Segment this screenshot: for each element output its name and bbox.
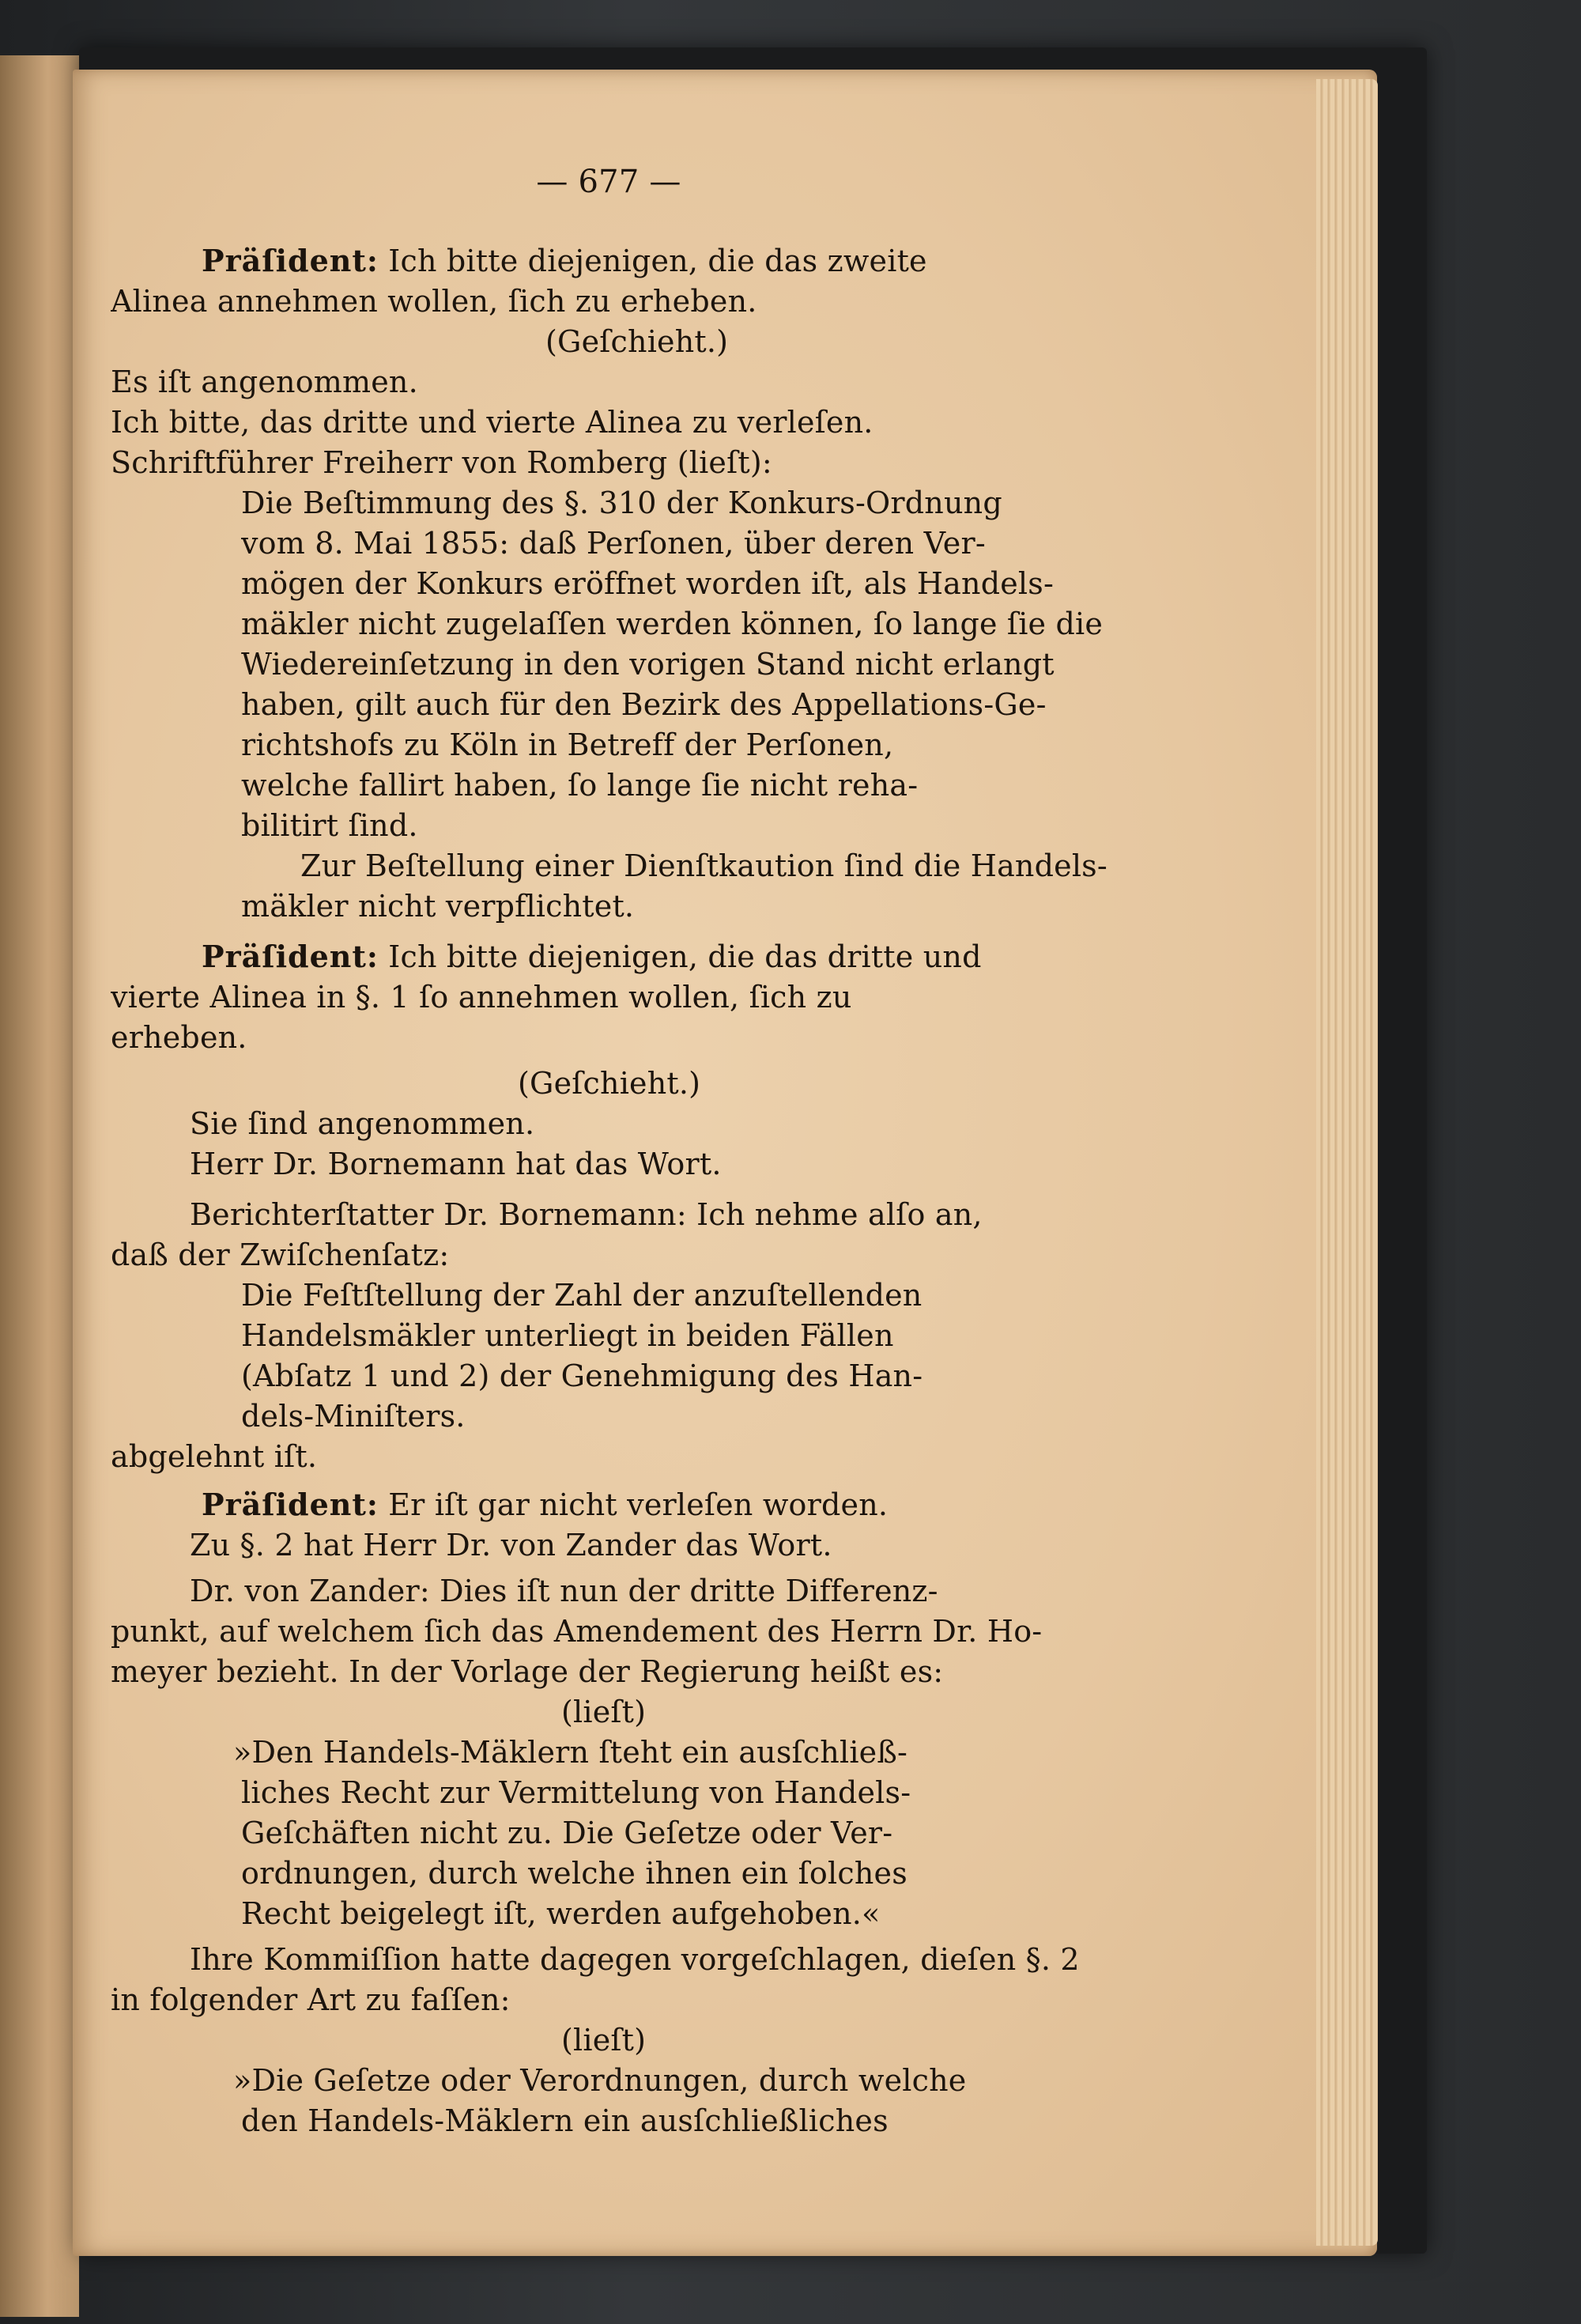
text-line: Die Beſtimmung des §. 310 der Konkurs-Ordnung — [241, 486, 1002, 520]
text-line: Ihre Kommiſſion hatte dagegen vorgeſchlagen, dieſen §. 2 — [190, 1942, 1080, 1977]
page-stack-edges — [1316, 79, 1378, 2246]
text-line: bilitirt ſind. — [241, 808, 418, 843]
text-line: vom 8. Mai 1855: daß Perſonen, über deren Ver- — [241, 526, 986, 561]
text-line: Die Feſtſtellung der Zahl der anzuſtellenden — [241, 1278, 923, 1313]
text-line: (Geſchieht.) — [518, 1066, 701, 1101]
text-line: in folgender Art zu faſſen: — [111, 1982, 511, 2017]
text-line: »Die Geſetze oder Verordnungen, durch welche — [233, 2063, 967, 2098]
text-line: Handelsmäkler unterliegt in beiden Fällen — [241, 1318, 894, 1353]
text-line: Alinea annehmen wollen, ſich zu erheben. — [111, 284, 757, 319]
page-number: — 677 — — [536, 164, 681, 200]
text-line: erheben. — [111, 1020, 247, 1055]
text-line: Geſchäften nicht zu. Die Geſetze oder Ver- — [241, 1816, 893, 1850]
text-line: richtshofs zu Köln in Betreff der Perſonen, — [241, 727, 894, 762]
text-line: vierte Alinea in §. 1 ſo annehmen wollen, ſich zu — [111, 980, 852, 1015]
text-line: punkt, auf welchem ſich das Amendement des Herrn Dr. Ho- — [111, 1614, 1043, 1649]
text-line: welche fallirt haben, ſo lange ſie nicht reha- — [241, 768, 919, 803]
text-line: Sie ſind angenommen. — [190, 1106, 535, 1141]
text-line: Recht beigelegt iſt, werden aufgehoben.« — [241, 1896, 881, 1931]
text-line: Zu §. 2 hat Herr Dr. von Zander das Wort. — [190, 1528, 832, 1563]
page-text — [111, 162, 1107, 2138]
text-line: abgelehnt iſt. — [111, 1439, 318, 1474]
text-line: daß der Zwiſchenſatz: — [111, 1238, 450, 1272]
text-line: (lieſt) — [561, 1695, 647, 1729]
text-line: Präſident: Ich bitte diejenigen, die das dritte und — [202, 939, 982, 974]
text-line: Schriftführer Freiherr von Romberg (lieſt): — [111, 445, 772, 480]
text-line: Wiedereinſetzung in den vorigen Stand nicht erlangt — [241, 647, 1055, 682]
text-line: Präſident: Ich bitte diejenigen, die das zweite — [202, 243, 927, 278]
text-line: mögen der Konkurs eröffnet worden iſt, als Handels- — [241, 566, 1055, 601]
text-line: Es iſt angenommen. — [111, 365, 418, 399]
text-line: den Handels-Mäklern ein ausſchließliches — [241, 2103, 889, 2138]
text-line: liches Recht zur Vermittelung von Handels- — [241, 1775, 911, 1810]
text-line: Herr Dr. Bornemann hat das Wort. — [190, 1147, 722, 1181]
text-line: Dr. von Zander: Dies iſt nun der dritte Differenz- — [190, 1574, 938, 1608]
text-line: mäkler nicht verpflichtet. — [241, 889, 635, 924]
text-line: haben, gilt auch für den Bezirk des Appellations-Ge- — [241, 687, 1047, 722]
text-line: Zur Beſtellung einer Dienſtkaution ſind die Handels- — [300, 848, 1107, 883]
text-line: (Abſatz 1 und 2) der Genehmigung des Han- — [241, 1359, 923, 1393]
text-line: Präſident: Er iſt gar nicht verleſen worden. — [202, 1487, 889, 1522]
text-line: »Den Handels-Mäklern ſteht ein ausſchließ- — [233, 1735, 907, 1770]
text-line: mäkler nicht zugelaſſen werden können, ſo lange ſie die — [241, 607, 1104, 641]
text-line: meyer bezieht. In der Vorlage der Regierung heißt es: — [111, 1654, 944, 1689]
facing-page-edge — [0, 55, 79, 2317]
text-line: dels-Miniſters. — [241, 1399, 466, 1434]
text-line: (Geſchieht.) — [545, 324, 729, 359]
text-line: ordnungen, durch welche ihnen ein ſolches — [241, 1856, 907, 1891]
text-line: (lieſt) — [561, 2023, 647, 2058]
text-line: Berichterſtatter Dr. Bornemann: Ich nehme alſo an, — [190, 1197, 983, 1232]
text-line: Ich bitte, das dritte und vierte Alinea zu verleſen. — [111, 405, 874, 440]
